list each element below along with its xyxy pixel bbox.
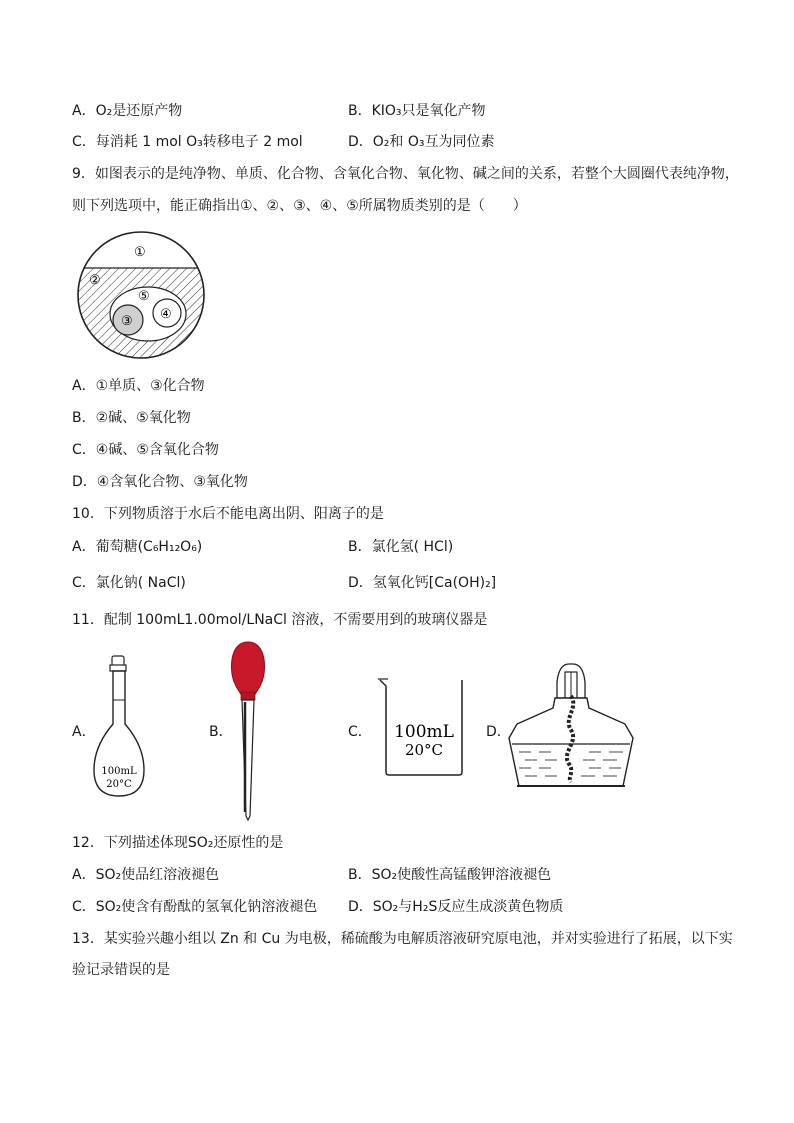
beaker-label-volume: 100mL	[394, 722, 454, 742]
q12-option-a: A．SO₂使品红溶液褪色	[72, 867, 220, 883]
q9-option-d: D．④含氧化合物、③氧化物	[72, 474, 248, 490]
label-3: ③	[121, 314, 133, 329]
q12-option-d: D．SO₂与H₂S反应生成淡黄色物质	[348, 899, 564, 915]
q10-option-a: A．葡萄糖(C₆H₁₂O₆)	[72, 539, 203, 555]
volumetric-flask-figure	[88, 654, 150, 802]
label-4: ④	[160, 307, 172, 322]
q8-option-d: D．O₂和 O₃互为同位素	[348, 134, 495, 150]
q11-option-c-letter: C．	[348, 724, 372, 740]
q11-option-a-letter: A．	[72, 724, 96, 740]
beaker-figure	[376, 676, 466, 778]
q13-stem-line2: 验记录错误的是	[72, 962, 170, 978]
q12-stem: 12．下列描述体现SO₂还原性的是	[72, 835, 284, 851]
q9-option-a: A．①单质、③化合物	[72, 378, 205, 394]
dropper-figure	[226, 640, 270, 822]
q8-option-c: C．每消耗 1 mol O₃转移电子 2 mol	[72, 134, 303, 150]
q11-stem: 11．配制 100mL1.00mol/LNaCl 溶液，不需要用到的玻璃仪器是	[72, 612, 488, 628]
q10-option-d: D．氢氧化钙[Ca(OH)₂]	[348, 575, 497, 591]
q10-option-b: B．氯化氢( HCl)	[348, 539, 454, 555]
q10-stem: 10．下列物质溶于水后不能电离出阴、阳离子的是	[72, 506, 384, 522]
alcohol-lamp-figure	[505, 660, 645, 796]
q9-option-c: C．④碱、⑤含氧化合物	[72, 442, 219, 458]
q10-option-c: C．氯化钠( NaCl)	[72, 575, 186, 591]
q11-option-b-letter: B．	[209, 724, 233, 740]
q8-option-a: A．O₂是还原产物	[72, 103, 183, 119]
label-5: ⑤	[138, 289, 150, 304]
classification-circle-diagram	[74, 228, 208, 362]
label-2: ②	[89, 273, 101, 288]
label-1: ①	[134, 245, 146, 260]
q13-stem-line1: 13．某实验兴趣小组以 Zn 和 Cu 为电极，稀硫酸为电解质溶液研究原电池，并对实验进行了拓展，以下实	[72, 931, 733, 947]
q12-option-b: B．SO₂使酸性高锰酸钾溶液褪色	[348, 867, 552, 883]
q9-stem-line1: 9．如图表示的是纯净物、单质、化合物、含氧化合物、氧化物、碱之间的关系，若整个大圆圈代表纯净物，	[72, 166, 739, 182]
beaker-label-temp: 20°C	[404, 741, 444, 759]
flask-label-volume: 100mL	[101, 766, 137, 777]
q9-option-b: B．②碱、⑤氧化物	[72, 410, 191, 426]
q11-option-d-letter: D．	[486, 724, 511, 740]
flask-label-temp: 20°C	[106, 779, 132, 790]
q9-stem-line2: 则下列选项中，能正确指出①、②、③、④、⑤所属物质类别的是（ ）	[72, 198, 527, 214]
q12-option-c: C．SO₂使含有酚酞的氢氧化钠溶液褪色	[72, 899, 318, 915]
q8-option-b: B．KIO₃只是氧化产物	[348, 103, 486, 119]
